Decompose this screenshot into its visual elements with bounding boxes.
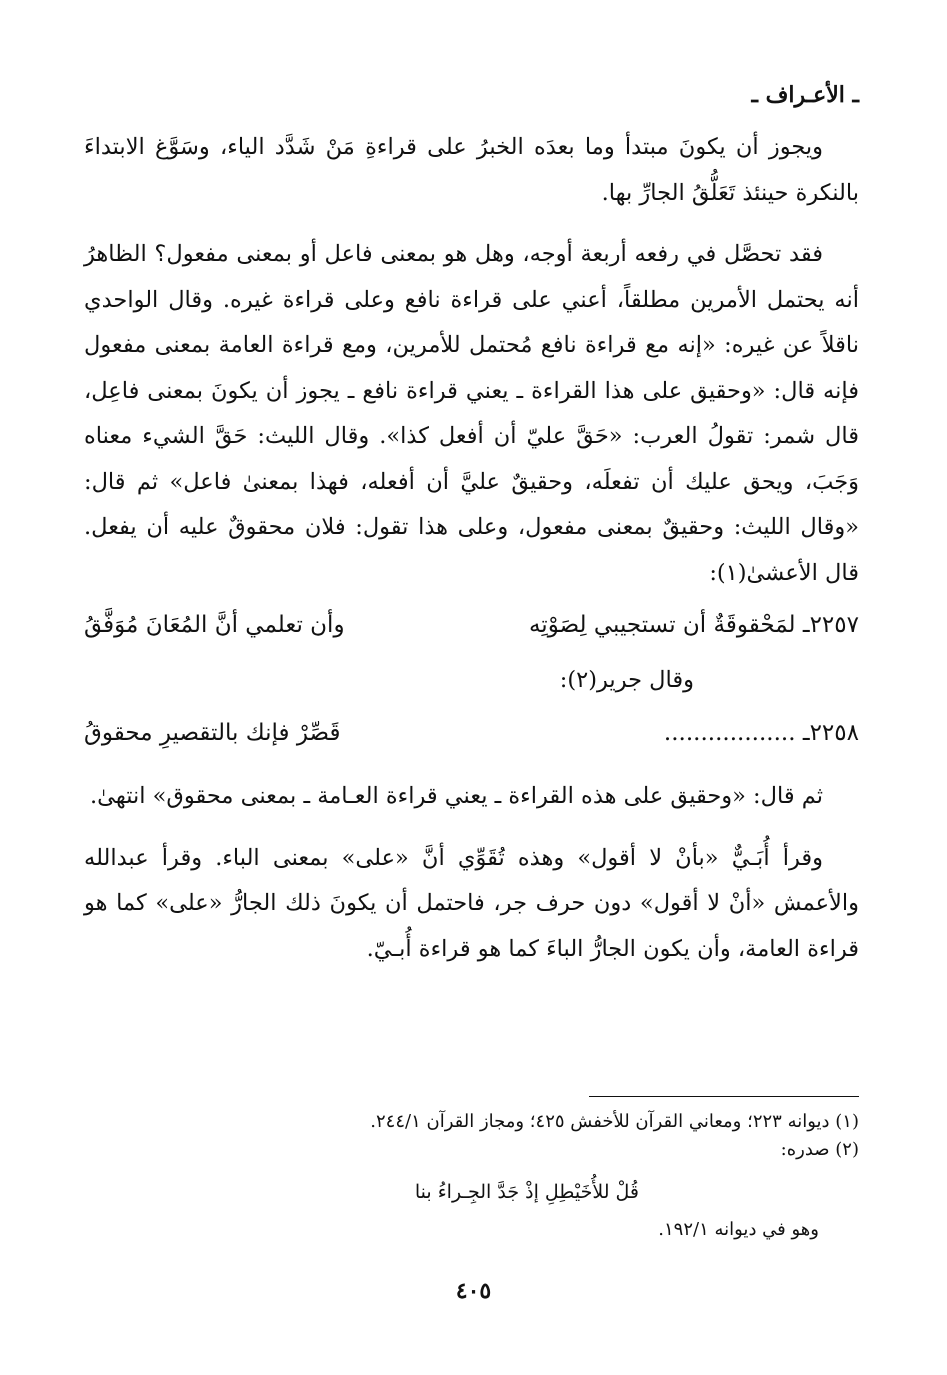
paragraph-2: فقد تحصَّل في رفعه أربعة أوجه، وهل هو بمعنى فاعل أو بمعنى مفعول؟ الظاهرُ أنه يحتمل الأمرين مطلقاً، أعني على قراءة نافع وعلى قراءة غيره. وقال الواحدي ناقلاً عن غيره: «إنه مع قراءة نافع مُحتمل للأمرين، ومع قراءة العامة بمعنى مفعول فإنه قال: «وحقيق على هذا القراءة ـ يعني قراءة نافع ـ يجوز أن يكونَ بمعنى فاعِل، قال شمر: تقولُ العرب: «حَقَّ عليّ أن أفعل كذا». وقال الليث: حَقَّ الشيء معناه وَجَبَ، ويحق عليك أن تفعلَه، وحقيقٌ عليَّ أن أفعله، فهذا بمعنىٰ فاعل» ثم قال: «وقال الليث: وحقيقٌ بمعنى مفعول، وعلى هذا تقول: فلان محقوقٌ عليه أن يفعل. قال الأعشىٰ(١): (84, 241, 859, 586)
paragraph-3: ثم قال: «وحقيق على هذه القراءة ـ يعني قراءة العـامة ـ بمعنى محقوق» انتهىٰ. (89, 783, 823, 809)
verse-left-hemistich: وأن تعلمي أنَّ المُعَانَ مُوَفَّقُ (84, 612, 345, 638)
paragraph-1: ويجوز أن يكونَ مبتدأ وما بعدَه الخبرُ على قراءةِ مَنْ شَدَّد الياء، وسَوَّغ الابتداءَ بالنكرة حينئذ تَعَلُّقُ الجارِّ بها. (84, 134, 859, 206)
footnote-2-reference: وهو في ديوانه ١٩٢/١. (658, 1219, 819, 1240)
footnote-divider (589, 1096, 859, 1097)
main-text (84, 125, 859, 972)
verse-2258 (84, 708, 859, 758)
footnote-2-verse: قُلْ للأُخَيْطِلِ إذْ جَدَّ الجِـراءُ بنا (414, 1181, 639, 1203)
verse-number: ٢٢٥٧ـ (802, 612, 859, 638)
verse-ellipsis: .................. (663, 720, 796, 746)
verse-2257 (84, 600, 859, 650)
verse-right-hemistich: لمَحْقوقَةٌ أن تستجيبي لِصَوْتِه (528, 612, 796, 638)
page-number: ٤٠٥ (455, 1278, 492, 1304)
paragraph-4: وقرأ أُبَـيٌّ «بأنْ لا أقول» وهذه تُقَوِّي أنَّ «على» بمعنى الباء. وقرأ عبدالله والأعمش «أنْ لا أقول» دون حرف جر، فاحتمل أن يكونَ ذلك الجارُّ «على» كما هو قراءة العامة، وأن يكون الجارُّ الباءَ كما هو قراءة أُبـيّ. (84, 844, 859, 962)
running-header: ـ الأعـراف ـ (751, 82, 859, 108)
verse-intro: وقال جرير(٢): (559, 667, 694, 693)
footnote-2-label: (٢) صدره: (780, 1139, 859, 1160)
verse-number: ٢٢٥٨ـ (802, 720, 859, 746)
verse-right-part (529, 600, 859, 650)
footnote-1: (١) ديوانه ٢٢٣؛ ومعاني القرآن للأخفش ٤٢٥؛ ومجاز القرآن ٢٤٤/١. (370, 1111, 859, 1132)
verse-left-hemistich: قَصِّرْ فإنك بالتقصيرِ محقوقُ (84, 720, 341, 746)
verse-right-part (664, 708, 859, 758)
footnotes (84, 1108, 859, 1244)
